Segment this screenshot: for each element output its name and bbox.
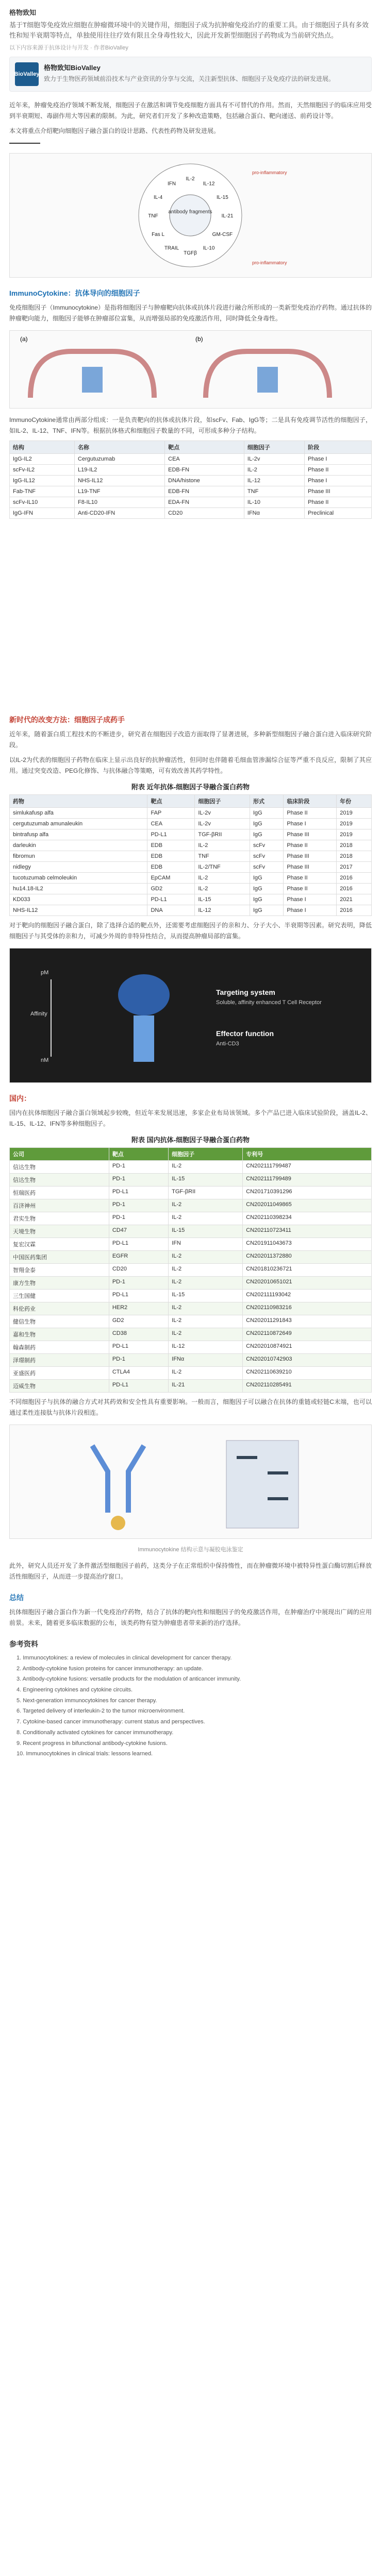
ref-item[interactable]: 9. Recent progress in bifunctional antibody-cytokine fusions. [16,1740,168,1747]
table-cell: L19-IL2 [75,465,165,476]
table-header-cell: 细胞因子 [244,441,304,454]
table-cell: IL-15 [169,1174,243,1187]
table-row [10,508,372,519]
table-row [10,1290,372,1302]
brand-line: 格物致知 [9,9,37,16]
table-cell: CEA [165,454,244,465]
table-row [10,1174,372,1187]
ref-item[interactable]: 2. Antibody-cytokine fusion proteins for cancer immunotherapy: an update. [16,1665,203,1672]
table-cell: IL-15 [195,894,250,905]
table-cell: scFv [250,862,283,873]
table-cell: DNA [147,905,195,916]
cytokine-ring-figure [9,153,372,278]
table-header-cell: 形式 [250,795,283,808]
table-cell: Anti-CD20-IFN [75,508,165,519]
table-cell: IL-15 [169,1225,243,1238]
table-cell: DNA/histone [165,476,244,486]
fig-targeting-sub: Soluble, affinity enhanced T Cell Receptor [216,999,322,1006]
table-cell: IL-2 [195,840,250,851]
table-cell: 智翔金泰 [10,1264,109,1277]
table-cell: EDB-FN [165,465,244,476]
article-header [9,0,372,52]
ref-item[interactable]: 6. Targeted delivery of interleukin-2 to the tumor microenvironment. [16,1708,185,1715]
table-cell: IgG [250,873,283,884]
table-cell: CD47 [109,1225,168,1238]
table-cell: 健信生物 [10,1315,109,1328]
table-cell: 泽璟制药 [10,1354,109,1367]
table-row [10,1354,372,1367]
table-cell: Phase II [284,873,337,884]
table-row [10,840,372,851]
table-header-cell: 专利号 [243,1148,372,1161]
table-cell: 迈威生物 [10,1380,109,1393]
table-cell: FAP [147,808,195,819]
ring-item: IL-15 [217,195,228,200]
source-desc: 致力于生物医药领域前沿技术与产业资讯的分享与交流，关注新型抗体、细胞因子及免疫疗法的研发进展。 [44,75,335,82]
table-cell: Phase I [284,894,337,905]
table-row [10,1264,372,1277]
domestic-table [9,1147,372,1393]
table-cell: IL-2v [195,819,250,829]
section2-p2: 以IL-2为代表的细胞因子药物在临床上显示出良好的抗肿瘤活性，但同时也伴随着毛细血管渗漏综合征等严重不良反应，限制了其应用。通过突变改造、PEG化修饰、与抗体融合等策略，可有效改善其药学特性。 [9,756,372,774]
table-cell: IgG-IL12 [10,476,75,486]
table-header-cell: 细胞因子 [195,795,250,808]
table-cell: F8-IL10 [75,497,165,508]
table-cell: Phase II [305,465,372,476]
table-cell: PD-L1 [109,1187,168,1199]
fig-effector-sub: Anti-CD3 [216,1041,239,1047]
table-cell: IgG [250,894,283,905]
table-cell: IL-2 [169,1328,243,1341]
table-cell: Phase II [284,840,337,851]
table-row [10,1328,372,1341]
table-cell: IL-2 [195,873,250,884]
table-header-cell: 药物 [10,795,147,808]
drug-table [9,794,372,916]
divider [9,143,40,144]
table-cell: CN202110872649 [243,1328,372,1341]
table3-title: 附表 国内抗体-细胞因子导融合蛋白药物 [131,1136,250,1144]
table-cell: Phase I [284,905,337,916]
table-cell: darleukin [10,840,147,851]
table-cell: IL-2 [195,884,250,894]
summary-text: 抗体细胞因子融合蛋白作为新一代免疫治疗药物，结合了抗体的靶向性和细胞因子的免疫激活作用，在肿瘤治疗中展现出广阔的应用前景。未来，随着更多临床数据的公布，该类药物有望为肿瘤患者带来新的治疗选择。 [9,1608,372,1626]
structure-svg [10,331,371,407]
table-row [10,1199,372,1212]
table-cell: PD-L1 [147,894,195,905]
table-cell: IL-2 [169,1264,243,1277]
source-meta [44,62,335,86]
table-cell: IL-12 [169,1341,243,1354]
table-row [10,1187,372,1199]
table-cell: IFNα [169,1354,243,1367]
ring-item: IL-4 [153,195,163,200]
fig-pm-label: pM [41,970,49,976]
table-cell: 2016 [337,905,372,916]
table-cell: 2017 [337,862,372,873]
table-cell: IL-2 [169,1161,243,1174]
table-cell: Phase II [305,497,372,508]
table-cell: PD-L1 [109,1290,168,1302]
table-cell: IL-2 [169,1251,243,1264]
table-cell: 科伦药业 [10,1302,109,1315]
table-cell: IL-2 [169,1199,243,1212]
table2-title: 附表 近年抗体-细胞因子导融合蛋白药物 [131,783,250,791]
table-row [10,476,372,486]
table-cell: NHS-IL12 [75,476,165,486]
table-header-cell: 临床阶段 [284,795,337,808]
table-cell: PD-1 [109,1277,168,1290]
table-cell: PD-1 [109,1199,168,1212]
table-cell: 嘉和生物 [10,1328,109,1341]
table-cell: EDB-FN [165,486,244,497]
table-cell: Phase III [284,829,337,840]
refs-list [9,1653,372,1759]
table-row [10,894,372,905]
table-cell: CEA [147,819,195,829]
ring-item: Fas L [152,232,165,238]
ring-item: TNF [148,213,158,219]
table-cell: bintrafusp alfa [10,829,147,840]
table-cell: IgG-IFN [10,508,75,519]
table-cell: IgG [250,829,283,840]
table-cell: CN202111799489 [243,1174,372,1187]
table-cell: IL-2/TNF [195,862,250,873]
table-cell: TGF-βRII [195,829,250,840]
table-cell: CN202110983216 [243,1302,372,1315]
ring-item: IL-2 [186,176,195,182]
table-cell: cergutuzumab amunaleukin [10,819,147,829]
table-row [10,873,372,884]
table-cell: CN202111193042 [243,1290,372,1302]
table-cell: NHS-IL12 [10,905,147,916]
table-row [10,1225,372,1238]
table-header-cell: 结构 [10,441,75,454]
structure-table-body [10,454,372,519]
table-cell: CN202110398234 [243,1212,372,1225]
section4-p1: 国内在抗体细胞因子融合蛋白领域起步较晚，但近年来发展迅速，多家企业布局该领域。多个产品已进入临床试验阶段，涵盖IL-2、IL-15、IL-12、IFN等多种细胞因子。 [9,1109,372,1127]
table-row [10,1161,372,1174]
table-cell: 恒瑞医药 [10,1187,109,1199]
table-cell: CN202010874921 [243,1341,372,1354]
table-cell: Phase I [305,476,372,486]
gel-svg [10,1425,371,1537]
table-cell: CN202110639210 [243,1367,372,1380]
ring-label-bottom: pro-inflammatory [252,260,287,265]
table-cell: EpCAM [147,873,195,884]
table-cell: IL-12 [195,905,250,916]
table-cell: hu14.18-IL2 [10,884,147,894]
table-cell: Phase II [284,884,337,894]
table-cell: Phase I [284,819,337,829]
ring-item: TGFβ [184,250,197,256]
table-cell: IL-2 [169,1302,243,1315]
ring-item: IL-21 [221,213,234,219]
structure-figure [9,330,372,409]
table-cell: CN202010742903 [243,1354,372,1367]
table-cell: 2018 [337,851,372,862]
table-cell: Cergutuzumab [75,454,165,465]
ref-item[interactable]: 10. Immunocytokines in clinical trials: lessons learned. [16,1751,153,1757]
table-cell: 康方生物 [10,1277,109,1290]
table-row [10,1212,372,1225]
table-row [10,1315,372,1328]
table-row [10,851,372,862]
table1-spacer [9,519,372,704]
table-row [10,1277,372,1290]
section2-title: 新时代的改变方法：细胞因子成药手 [9,716,125,724]
table-header-cell: 靶点 [165,441,244,454]
table-cell: TGF-βRII [169,1187,243,1199]
table-cell: IFNα [244,508,304,519]
table-cell: CN201810236721 [243,1264,372,1277]
ring-item: IL-10 [203,245,215,251]
table-cell: 2021 [337,894,372,905]
table-cell: nidlegy [10,862,147,873]
table-cell: PD-1 [109,1212,168,1225]
table-cell: IgG [250,905,283,916]
table-cell: L19-TNF [75,486,165,497]
table-row [10,454,372,465]
table-cell: PD-1 [109,1161,168,1174]
source-tags[interactable]: 以下内容来源于抗体设计与开发 · 作者BioValley [9,45,128,51]
summary-title: 总结 [9,1594,24,1602]
table-cell: Preclinical [305,508,372,519]
table-cell: EDA-FN [165,497,244,508]
source-name: 格物致知BioValley [44,64,101,72]
table-row [10,808,372,819]
table-cell: CN202111799487 [243,1161,372,1174]
table-cell: CTLA4 [109,1367,168,1380]
fig-a-label: (a) [20,335,28,343]
table-row [10,829,372,840]
table-cell: scFv-IL10 [10,497,75,508]
table-cell: IL-2 [244,465,304,476]
ring-item: IL-12 [203,181,215,187]
table-cell: tucotuzumab celmoleukin [10,873,147,884]
table-cell: 三生国健 [10,1290,109,1302]
table-cell: 百济神州 [10,1199,109,1212]
ring-item: IFN [167,181,176,187]
drug-table-head [10,795,372,808]
table-cell: Phase I [305,454,372,465]
table-cell: IgG [250,819,283,829]
table-row [10,1238,372,1251]
table-row [10,1380,372,1393]
gel-caption: Immunocytokine 结构示意与凝胶电泳鉴定 [138,1547,243,1553]
gel-figure [9,1425,372,1539]
table-cell: TNF [244,486,304,497]
table-row [10,905,372,916]
table-cell: PD-L1 [109,1341,168,1354]
table-cell: 君实生物 [10,1212,109,1225]
table-row [10,1251,372,1264]
section6-p1: 此外，研究人员还开发了条件激活型细胞因子前药，这类分子在正常组织中保持惰性，而在肿瘤微环境中被特异性蛋白酶切割后释放活性细胞因子，从而进一步提高治疗窗口。 [9,1562,372,1580]
ring-center-text: antibody fragments [168,209,212,215]
table-cell: IgG-IL2 [10,454,75,465]
table-row [10,1341,372,1354]
tcr-figure [9,948,372,1083]
table-cell: IL-2v [244,454,304,465]
table-cell: CD38 [109,1328,168,1341]
intro-paragraph: 近年来，肿瘤免疫治疗领域不断发展，细胞因子在激活和调节免疫细胞方面具有不可替代的作用。然而，天然细胞因子的临床应用受到半衰期短、毒副作用大等因素的限制。为此，研究者们开发了多种改造策略，包括融合蛋白、靶向递送、前药设计等。 [9,101,372,120]
table-cell: fibromun [10,851,147,862]
refs-title: 参考资料 [9,1640,38,1648]
structure-table [9,440,372,519]
table-cell: CD20 [165,508,244,519]
table-cell: Phase III [305,486,372,497]
domestic-table-body [10,1161,372,1393]
table-cell: PD-L1 [109,1380,168,1393]
table-cell: GD2 [147,884,195,894]
table-header-cell: 年份 [337,795,372,808]
table-cell: 2016 [337,884,372,894]
table-cell: 复宏汉霖 [10,1238,109,1251]
table-cell: IL-12 [244,476,304,486]
table-row [10,1302,372,1315]
tcr-svg [10,948,371,1081]
table-row [10,465,372,476]
table-cell: GD2 [109,1315,168,1328]
table-cell: CN202110285491 [243,1380,372,1393]
table-cell: KD033 [10,894,147,905]
table-cell: IL-2 [169,1212,243,1225]
table-cell: CN202010651021 [243,1277,372,1290]
table-cell: 亚盛医药 [10,1367,109,1380]
cytokine-ring-svg [10,154,371,276]
table-cell: CN202110723411 [243,1225,372,1238]
table-header-cell: 靶点 [147,795,195,808]
intro-paragraph-2: 本文将重点介绍靶向细胞因子融合蛋白的设计思路、代表性药物及研发进展。 [9,127,220,134]
domestic-table-head [10,1148,372,1161]
ref-item[interactable]: 3. Antibody-cytokine fusions: versatile products for the modulation of anticancer immunity. [16,1676,241,1683]
section5-p1: 不同细胞因子与抗体的融合方式对其药效和安全性具有重要影响。一般而言，细胞因子可以融合在抗体的重链或轻链C末端，也可以通过柔性连接肽与抗体片段相连。 [9,1398,372,1416]
section2-p1: 近年来，随着蛋白质工程技术的不断进步，研究者在细胞因子改造方面取得了显著进展，多种新型细胞因子融合蛋白进入临床研究阶段。 [9,731,372,749]
fig-b-label: (b) [195,335,203,343]
table-cell: 2019 [337,808,372,819]
table-cell: IL-2 [169,1315,243,1328]
table-cell: IL-15 [169,1290,243,1302]
table-cell: 信达生物 [10,1174,109,1187]
table-cell: EDB [147,862,195,873]
table-row [10,497,372,508]
ref-item[interactable]: 8. Conditionally activated cytokines for cancer immunotherapy. [16,1729,174,1736]
ref-item[interactable]: 1. Immunocytokines: a review of molecules in clinical development for cancer therapy. [16,1655,232,1661]
table-cell: scFv [250,851,283,862]
table-cell: IgG [250,884,283,894]
table-cell: CN202011291843 [243,1315,372,1328]
table-cell: Phase III [284,851,337,862]
table-cell: PD-L1 [147,829,195,840]
intro-text: 基于T细胞等免疫效应细胞在肿瘤微环境中的关键作用，细胞因子成为抗肿瘤免疫治疗的重要工具。由于细胞因子具有多效性和短半衰期等特点，单独使用往往疗效有限且全身毒性较大，因此开发新型细胞因子药物成为当前研究热点。 [9,21,369,39]
table-row [10,884,372,894]
section4-heading: 国内： [9,1094,31,1103]
table-cell: PD-1 [109,1354,168,1367]
table-cell: scFv [250,840,283,851]
structure-table-head [10,441,372,454]
table-cell: 2016 [337,873,372,884]
table-cell: HER2 [109,1302,168,1315]
fig-targeting-title: Targeting system [216,988,275,996]
table-header-cell: 靶点 [109,1148,168,1161]
section1-p1: 免疫细胞因子（Immunocytokine）是指将细胞因子与肿瘤靶向抗体或抗体片段进行融合所形成的一类新型免疫治疗药物。通过抗体的肿瘤靶向能力，细胞因子能够在肿瘤部位富集，从而增强局部的免疫激活作用，同时降低全身毒性。 [9,304,372,322]
table-cell: PD-L1 [109,1238,168,1251]
table-cell: Phase II [284,808,337,819]
table-cell: CN201710391296 [243,1187,372,1199]
source-logo: BioValley [15,62,39,86]
table-cell: EDB [147,840,195,851]
table-row [10,486,372,497]
section3-p1: 对于靶向的细胞因子融合蛋白，除了选择合适的靶点外，还需要考虑细胞因子的亲和力、分子大小、半衰期等因素。研究表明，降低细胞因子与其受体的亲和力，可减少外周的非特异性结合，从而提高肿瘤局部的富集。 [9,922,372,940]
table-cell: IgG [250,808,283,819]
table-cell: 天境生物 [10,1225,109,1238]
source-card[interactable] [9,57,372,92]
table-header-cell: 细胞因子 [169,1148,243,1161]
table-cell: IFN [169,1238,243,1251]
table-cell: CN202011372880 [243,1251,372,1264]
ref-item[interactable]: 4. Engineering cytokines and cytokine circuits. [16,1687,133,1693]
table-cell: scFv-IL2 [10,465,75,476]
fig-effector-title: Effector function [216,1029,274,1038]
table-cell: EDB [147,851,195,862]
table-header-cell: 公司 [10,1148,109,1161]
table-cell: CN202011049865 [243,1199,372,1212]
table-cell: IL-2 [169,1367,243,1380]
table-cell: simlukafusp alfa [10,808,147,819]
table-row [10,819,372,829]
table-header-cell: 名称 [75,441,165,454]
table-cell: 2019 [337,819,372,829]
table-row [10,1367,372,1380]
table-cell: 中国医药集团 [10,1251,109,1264]
ring-label-top: pro-inflammatory [252,170,287,175]
table-cell: PD-1 [109,1174,168,1187]
ref-item[interactable]: 5. Next-generation immunocytokines for cancer therapy. [16,1697,157,1704]
ring-item: TRAIL [164,245,179,251]
table-cell: Phase III [284,862,337,873]
fig-affinity-label: Affinity [30,1011,47,1017]
table-cell: IL-2v [195,808,250,819]
section1-p2: ImmunoCytokine通常由两部分组成：一是负责靶向的抗体或抗体片段，如scFv、Fab、IgG等；二是具有免疫调节活性的细胞因子，如IL-2、IL-12、TNF、IFN等。根据抗体格式和细胞因子数量的不同，可形成多种分子结构。 [9,416,372,434]
table-cell: IL-2 [169,1277,243,1290]
table-cell: IL-21 [169,1380,243,1393]
table-cell: Fab-TNF [10,486,75,497]
table-cell: 2019 [337,829,372,840]
table-cell: CD20 [109,1264,168,1277]
table-cell: IL-10 [244,497,304,508]
ref-item[interactable]: 7. Cytokine-based cancer immunotherapy: current status and perspectives. [16,1719,205,1725]
table-row [10,862,372,873]
table-header-cell: 阶段 [305,441,372,454]
table-cell: 翰森制药 [10,1341,109,1354]
table-cell: CN201911043673 [243,1238,372,1251]
table-cell: 信达生物 [10,1161,109,1174]
table-cell: 2018 [337,840,372,851]
table-cell: TNF [195,851,250,862]
table-cell: EGFR [109,1251,168,1264]
drug-table-body [10,808,372,916]
ring-item: GM-CSF [212,232,233,238]
section1-title: ImmunoCytokine：抗体导向的细胞因子 [9,289,140,297]
fig-nm-label: nM [41,1057,49,1063]
